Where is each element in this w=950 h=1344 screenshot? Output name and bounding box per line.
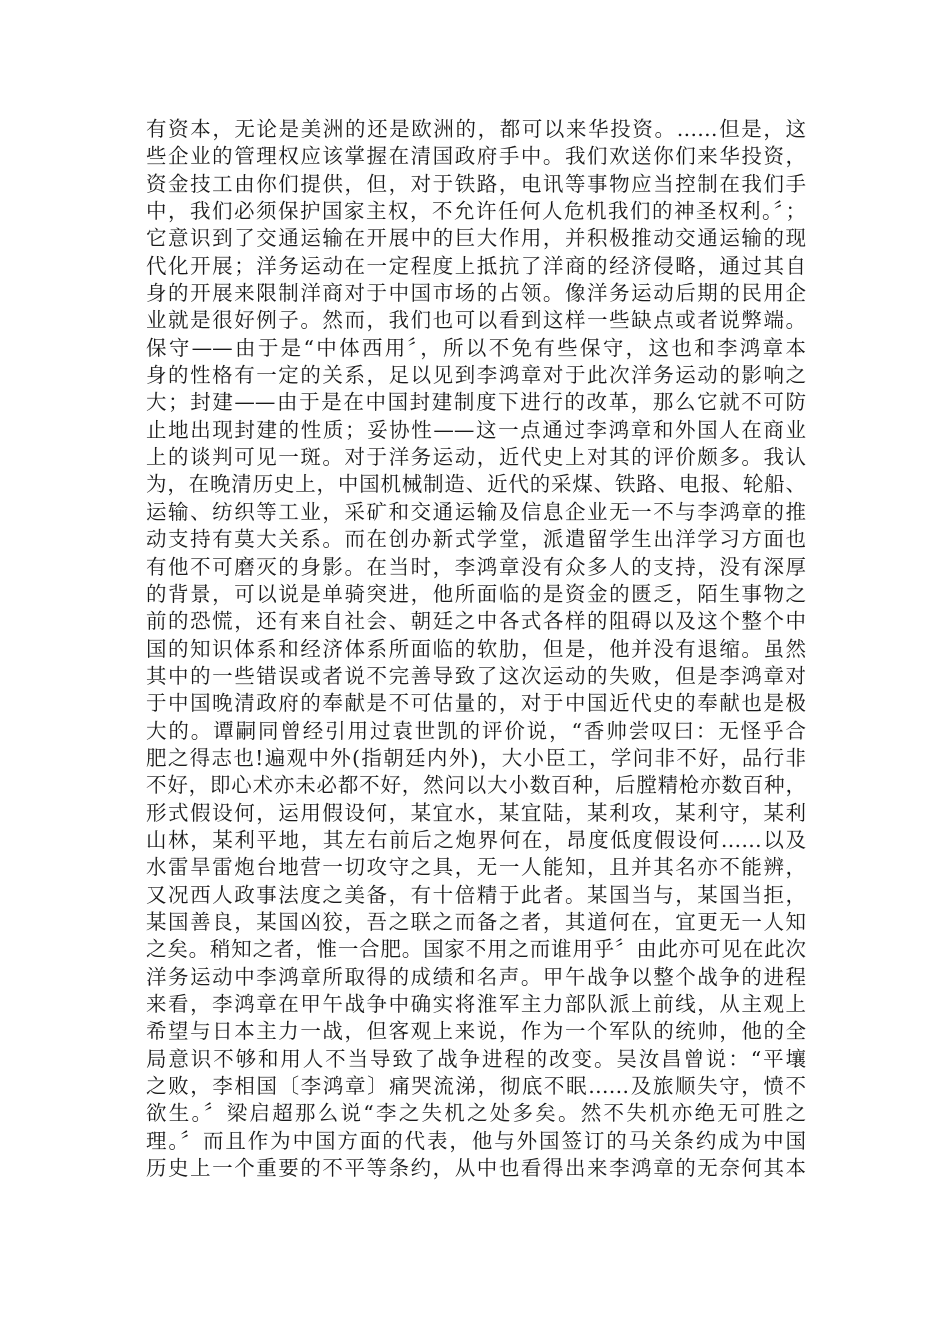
text-line: 保守——由于是“中体西用〞，所以不免有些保守，这也和李鸿章本 bbox=[146, 335, 806, 360]
text-line: 局意识不够和用人不当导致了战争进程的改变。吴汝昌曾说：“平壤 bbox=[146, 1046, 806, 1071]
text-line: 于中国晚清政府的奉献是不可估量的，对于中国近代史的奉献也是极 bbox=[146, 691, 806, 716]
text-line: 它意识到了交通运输在开展中的巨大作用，并积极推动交通运输的现 bbox=[146, 226, 806, 251]
text-line: 上的谈判可见一斑。对于洋务运动，近代史上对其的评价颇多。我认 bbox=[146, 445, 806, 470]
text-line: 山林，某利平地，其左右前后之炮界何在，昂度低度假设何……以及 bbox=[146, 827, 806, 852]
text-line: 业就是很好例子。然而，我们也可以看到这样一些缺点或者说弊端。 bbox=[146, 308, 806, 333]
text-line: 形式假设何，运用假设何，某宜水，某宜陆，某利攻，某利守，某利 bbox=[146, 800, 806, 825]
text-line: 身的性格有一定的关系，足以见到李鸿章对于此次洋务运动的影响之 bbox=[146, 363, 806, 388]
text-line: 前的恐慌，还有来自社会、朝廷之中各式各样的阻碍以及这个整个中 bbox=[146, 609, 806, 634]
text-line: 运输、纺织等工业，采矿和交通运输及信息企业无一不与李鸿章的推 bbox=[146, 499, 806, 524]
text-line: 之败，李相国〔李鸿章〕痛哭流涕，彻底不眠……及旅顺失守，愤不 bbox=[146, 1074, 806, 1099]
text-line: 大的。谭嗣同曾经引用过袁世凯的评价说，“香帅尝叹曰：无怪乎合 bbox=[146, 718, 806, 743]
text-line: 来看，李鸿章在甲午战争中确实将淮军主力部队派上前线，从主观上 bbox=[146, 992, 806, 1016]
text-line: 某国善良，某国凶狡，吾之联之而备之者，其道何在，宜更无一人知 bbox=[146, 909, 806, 934]
text-line: 国的知识体系和经济体系所面临的软肋，但是，他并没有退缩。虽然 bbox=[146, 636, 806, 661]
body-text bbox=[146, 116, 806, 1182]
text-line: 有资本，无论是美洲的还是欧洲的，都可以来华投资。……但是，这 bbox=[146, 117, 806, 141]
text-line: 些企业的管理权应该掌握在清国政府手中。我们欢送你们来华投资， bbox=[146, 144, 806, 169]
text-line: 历史上一个重要的不平等条约，从中也看得出来李鸿章的无奈何其本 bbox=[146, 1156, 806, 1181]
text-line: 中，我们必须保护国家主权，不允许任何人危机我们的神圣权利。〞； bbox=[146, 199, 806, 224]
text-line: 理。〞而且作为中国方面的代表，他与外国签订的马关条约成为中国 bbox=[146, 1128, 806, 1153]
text-line: 代化开展；洋务运动在一定程度上抵抗了洋商的经济侵略，通过其自 bbox=[146, 253, 806, 278]
text-line: 又况西人政事法度之美备，有十倍精于此者。某国当与，某国当拒， bbox=[146, 882, 806, 907]
text-line: 欲生。〞梁启超那么说“李之失机之处多矣。然不失机亦绝无可胜之 bbox=[146, 1101, 806, 1126]
text-line: 希望与日本主力一战，但客观上来说，作为一个军队的统帅，他的全 bbox=[146, 1019, 806, 1044]
text-line: 洋务运动中李鸿章所取得的成绩和名声。甲午战争以整个战争的进程 bbox=[146, 964, 806, 989]
text-line: 之矣。稍知之者，惟一合肥。国家不用之而谁用乎〞由此亦可见在此次 bbox=[146, 937, 806, 962]
text-line: 止地出现封建的性质；妥协性——这一点通过李鸿章和外国人在商业 bbox=[146, 417, 806, 442]
text-line: 不好，即心术亦未必都不好，然问以大小数百种，后膛精枪亦数百种， bbox=[146, 773, 806, 798]
text-line: 水雷旱雷炮台地营一切攻守之具，无一人能知，且并其名亦不能辨， bbox=[146, 855, 806, 880]
text-line: 为，在晚清历史上，中国机械制造、近代的采煤、铁路、电报、轮船、 bbox=[146, 472, 806, 497]
text-line: 有他不可磨灭的身影。在当时，李鸿章没有众多人的支持，没有深厚 bbox=[146, 554, 806, 579]
text-line: 身的开展来限制洋商对于中国市场的占领。像洋务运动后期的民用企 bbox=[146, 281, 806, 306]
text-line: 资金技工由你们提供，但，对于铁路，电讯等事物应当控制在我们手 bbox=[146, 171, 806, 196]
text-line: 肥之得志也!遍观中外(指朝廷内外)，大小臣工，学问非不好，品行非 bbox=[146, 745, 806, 770]
text-line: 大；封建——由于是在中国封建制度下进行的改革，那么它就不可防 bbox=[146, 390, 806, 415]
text-line: 的背景，可以说是单骑突进，他所面临的是资金的匮乏，陌生事物之 bbox=[146, 581, 806, 606]
text-line: 动支持有莫大关系。而在创办新式学堂，派遣留学生出洋学习方面也 bbox=[146, 527, 806, 552]
text-line: 其中的一些错误或者说不完善导致了这次运动的失败，但是李鸿章对 bbox=[146, 663, 806, 688]
